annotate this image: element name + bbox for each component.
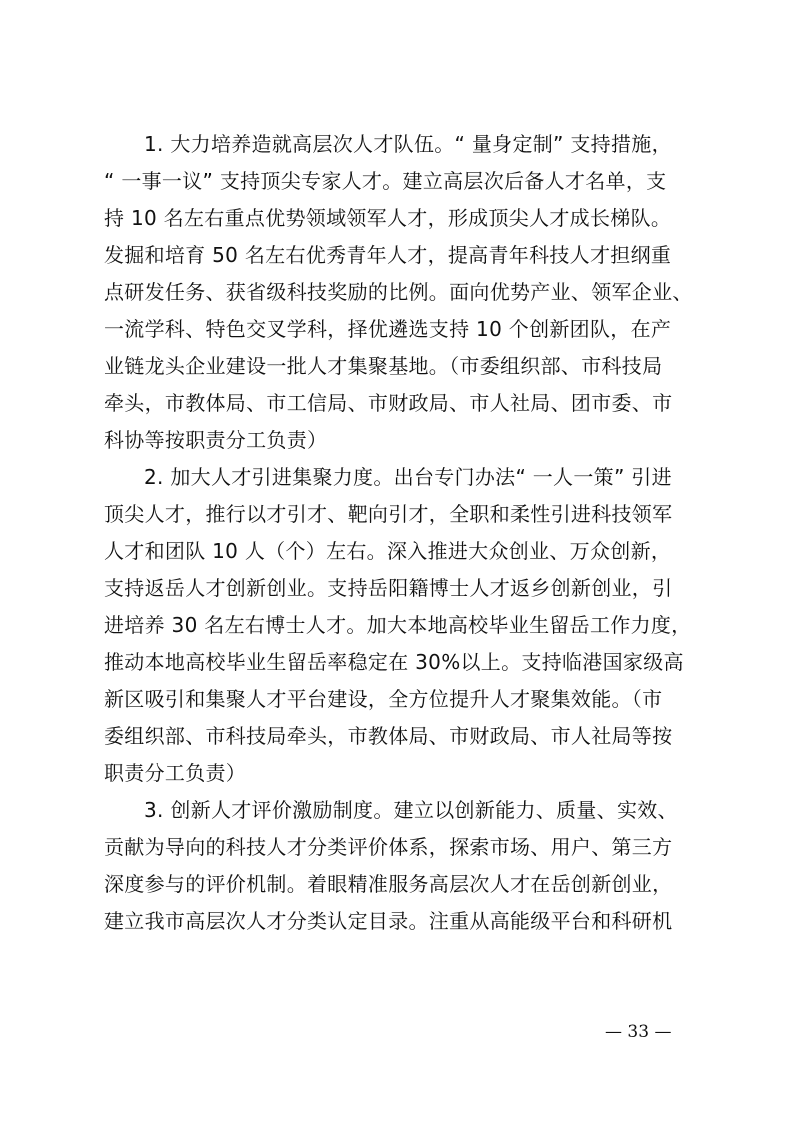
para2-line7: 新区吸引和集聚人才平台建设，全方位提升人才聚集效能。（市 bbox=[104, 687, 663, 711]
para3-line4: 建立我市高层次人才分类认定目录。注重从高能级平台和科研机 bbox=[104, 909, 673, 933]
page-number: — 33 — bbox=[605, 1022, 672, 1042]
para1-line9: 科协等按职责分工负责） bbox=[104, 428, 328, 452]
para2-line9: 职责分工负责） bbox=[104, 761, 247, 785]
para1-line3: 持 10 名左右重点优势领域领军人才，形成顶尖人才成长梯队。 bbox=[104, 206, 672, 230]
para3-line3: 深度参与的评价机制。着眼精准服务高层次人才在岳创新创业， bbox=[104, 872, 673, 896]
para2-line4: 支持返岳人才创新创业。支持岳阳籍博士人才返乡创新创业，引 bbox=[104, 576, 673, 600]
para1-line5: 点研发任务、获省级科技奖励的比例。面向优势产业、领军企业、 bbox=[104, 280, 693, 304]
para2-line5: 进培养 30 名左右博士人才。加大本地高校毕业生留岳工作力度， bbox=[104, 613, 692, 637]
para2-line1: 2. 加大人才引进集聚力度。出台专门办法“ 一人一策” 引进 bbox=[144, 465, 672, 489]
para2-line2: 顶尖人才，推行以才引才、靶向引才，全职和柔性引进科技领军 bbox=[104, 502, 673, 526]
para1-line6: 一流学科、特色交叉学科，择优遴选支持 10 个创新团队，在产 bbox=[104, 317, 672, 341]
para2-line3: 人才和团队 10 人（个）左右。深入推进大众创业、万众创新， bbox=[104, 539, 672, 563]
para2-line6: 推动本地高校毕业生留岳率稳定在 30%以上。支持临港国家级高 bbox=[104, 650, 684, 674]
para1-line2: “ 一事一议” 支持顶尖专家人才。建立高层次后备人才名单，支 bbox=[104, 169, 667, 193]
body-text bbox=[104, 126, 694, 940]
para1-line4: 发掘和培育 50 名左右优秀青年人才，提高青年科技人才担纲重 bbox=[104, 243, 672, 267]
para2-line8: 委组织部、市科技局牵头，市教体局、市财政局、市人社局等按 bbox=[104, 724, 673, 748]
para1-line1: 1. 大力培养造就高层次人才队伍。“ 量身定制” 支持措施， bbox=[144, 132, 672, 156]
para3-line1: 3. 创新人才评价激励制度。建立以创新能力、质量、实效、 bbox=[144, 798, 678, 822]
para1-line7: 业链龙头企业建设一批人才集聚基地。（市委组织部、市科技局 bbox=[104, 354, 663, 378]
para1-line8: 牵头，市教体局、市工信局、市财政局、市人社局、团市委、市 bbox=[104, 391, 673, 415]
para3-line2: 贡献为导向的科技人才分类评价体系，探索市场、用户、第三方 bbox=[104, 835, 673, 859]
